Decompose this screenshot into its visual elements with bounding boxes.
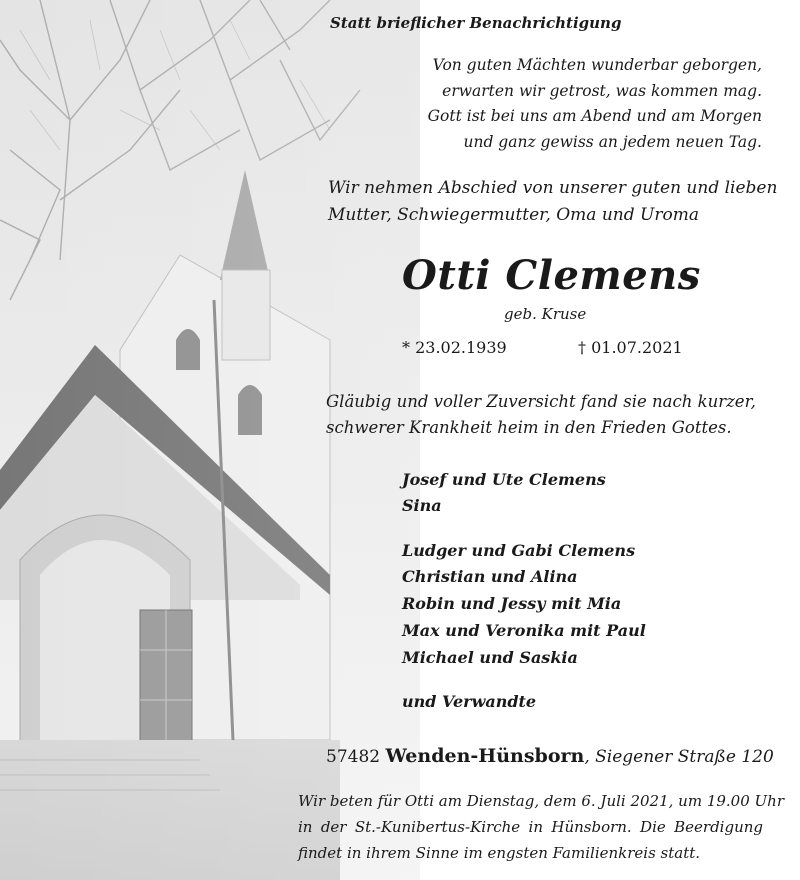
farewell-line-1: Wir nehmen Abschied von unserer guten und lieben — [328, 178, 778, 198]
address-zip: 57482 — [326, 747, 381, 767]
address-line — [326, 745, 774, 767]
service-line-2: in der St.-Kunibertus-Kirche in Hünsborn. Die Beerdigung — [298, 818, 763, 836]
poem-line-2: erwarten wir getrost, was kommen mag. — [442, 82, 762, 100]
address-city: Wenden-Hünsborn — [385, 745, 585, 767]
death-date: † 01.07.2021 — [578, 338, 683, 357]
mourner-2: Sina — [402, 496, 442, 515]
mourner-5: Robin und Jessy mit Mia — [402, 594, 622, 613]
service-line-3: findet in ihrem Sinne im engsten Familienkreis statt. — [298, 844, 701, 862]
mourner-4: Christian und Alina — [402, 567, 578, 586]
mourner-6: Max und Veronika mit Paul — [402, 621, 646, 640]
farewell-line-2: Mutter, Schwiegermutter, Oma und Uroma — [328, 205, 699, 225]
poem-line-3: Gott ist bei uns am Abend und am Morgen — [427, 107, 762, 125]
faith-line-2: schwerer Krankheit heim in den Frieden Gottes. — [326, 418, 732, 437]
poem-line-1: Von guten Mächten wunderbar geborgen, — [432, 56, 762, 74]
address-street: , Siegener Straße 120 — [584, 747, 774, 767]
mourner-1: Josef und Ute Clemens — [402, 470, 606, 489]
deceased-name: Otti Clemens — [402, 252, 701, 299]
poem-line-4: und ganz gewiss an jedem neuen Tag. — [463, 133, 762, 151]
birth-date: * 23.02.1939 — [402, 338, 507, 357]
faith-line-1: Gläubig und voller Zuversicht fand sie nach kurzer, — [326, 392, 756, 411]
mourner-relatives: und Verwandte — [402, 692, 537, 711]
birth-name: geb. Kruse — [504, 305, 587, 323]
intro-line: Statt brieflicher Benachrichtigung — [330, 14, 622, 32]
mourner-7: Michael und Saskia — [402, 648, 578, 667]
service-line-1: Wir beten für Otti am Dienstag, dem 6. Juli 2021, um 19.00 Uhr — [298, 792, 785, 810]
mourner-3: Ludger und Gabi Clemens — [402, 541, 636, 560]
